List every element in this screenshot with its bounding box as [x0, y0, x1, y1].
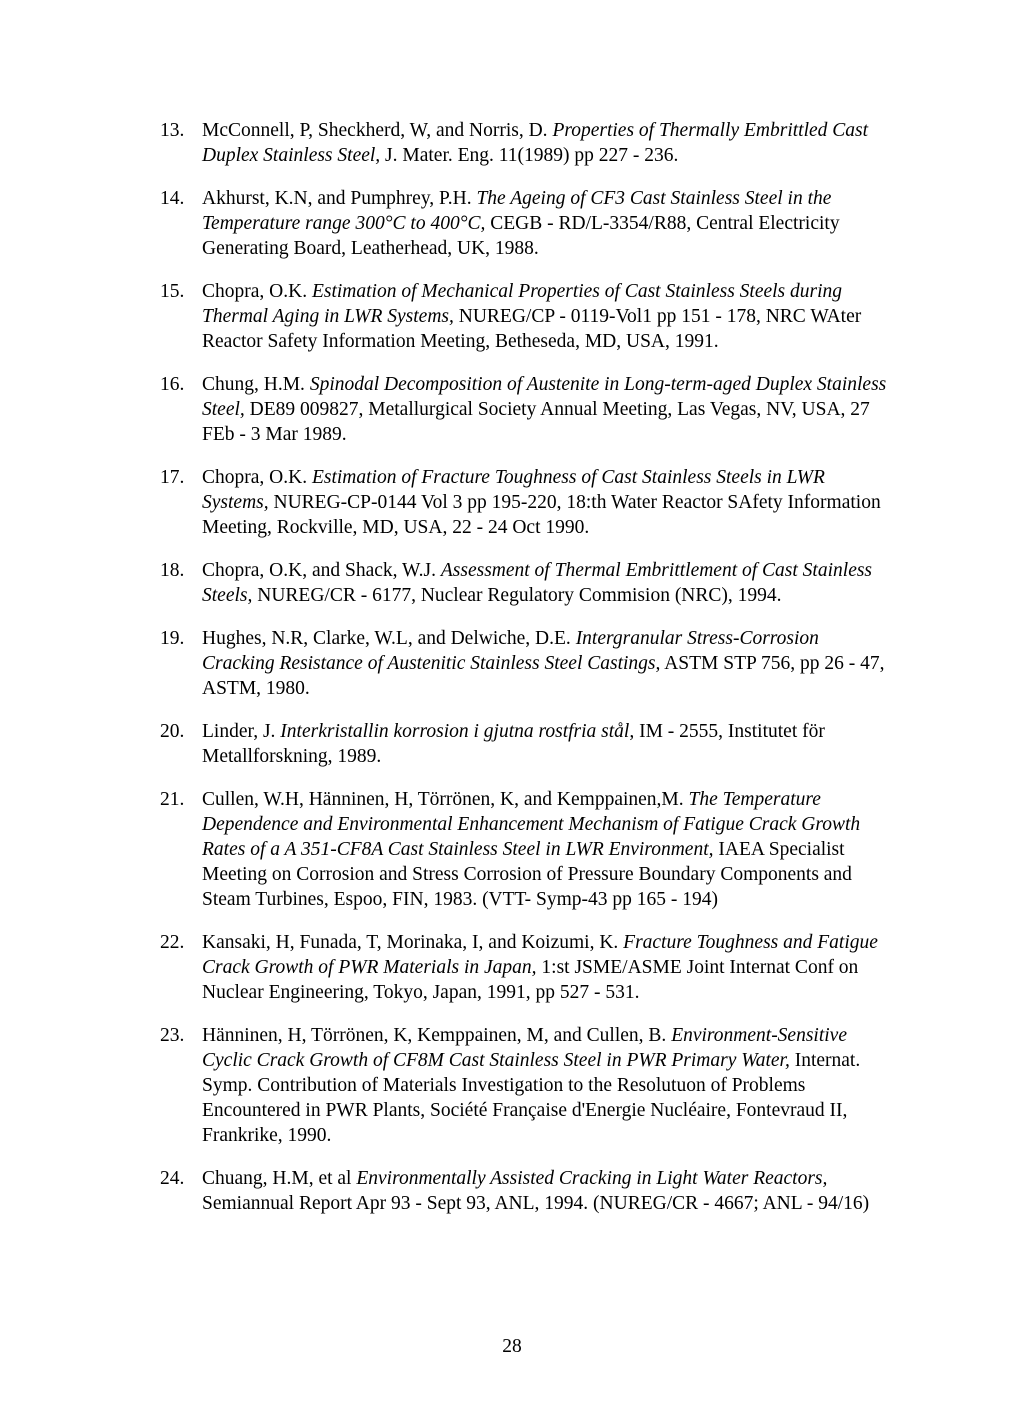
reference-authors: Linder, J. — [202, 721, 281, 742]
reference-details: 1:st JSME/ASME Joint Internat Conf on Nuclear Engineering, Tokyo, Japan, 1991, pp 527 - 531. — [202, 957, 859, 1003]
reference-details: IAEA Specialist Meeting on Corrosion and Stress Corrosion of Pressure Boundary Components and Steam Turbines, Espoo, FIN, 1983. (VTT- Symp-43 pp 165 - 194) — [202, 839, 852, 910]
reference-authors: Chopra, O.K. — [202, 281, 312, 302]
reference-item-21 — [160, 787, 890, 912]
reference-number: 21. — [160, 789, 185, 810]
reference-number: 18. — [160, 560, 185, 581]
reference-details: Semiannual Report Apr 93 - Sept 93, ANL, 1994. (NUREG/CR - 4667; ANL - 94/16) — [202, 1193, 870, 1214]
reference-number: 20. — [160, 721, 185, 742]
reference-item-16 — [160, 372, 890, 447]
reference-details: Internat. Symp. Contribution of Materials Investigation to the Resolutuon of Problems Encountered in PWR Plants, Société Française d'Energie Nucléaire, Fontevraud II, Frankrike, 1990. — [202, 1050, 861, 1146]
reference-title: Assessment of Thermal Embrittlement of Cast Stainless Steels, — [202, 560, 873, 606]
reference-authors: Akhurst, K.N, and Pumphrey, P.H. — [202, 188, 477, 209]
reference-details: NUREG/CP - 0119-Vol1 pp 151 - 178, NRC WAter Reactor Safety Information Meeting, Betheseda, MD, USA, 1991. — [202, 306, 862, 352]
reference-title: Fracture Toughness and Fatigue Crack Growth of PWR Materials in Japan, — [202, 932, 878, 978]
reference-details: NUREG-CP-0144 Vol 3 pp 195-220, 18:th Water Reactor SAfety Information Meeting, Rockville, MD, USA, 22 - 24 Oct 1990. — [202, 492, 881, 538]
reference-authors: Chopra, O.K, and Shack, W.J. — [202, 560, 441, 581]
reference-title: Intergranular Stress-Corrosion Cracking Resistance of Austenitic Stainless Steel Castings, — [202, 628, 819, 674]
reference-authors: Cullen, W.H, Hänninen, H, Törrönen, K, and Kemppainen,M. — [202, 789, 689, 810]
reference-title: Spinodal Decomposition of Austenite in Long-term-aged Duplex Stainless Steel, — [202, 374, 887, 420]
reference-item-24 — [160, 1166, 890, 1216]
page-number: 28 — [502, 1336, 522, 1357]
reference-title: The Ageing of CF3 Cast Stainless Steel in the Temperature range 300°C to 400°C, — [202, 188, 832, 234]
reference-number: 13. — [160, 120, 185, 141]
reference-authors: McConnell, P, Sheckherd, W, and Norris, D. — [202, 120, 553, 141]
reference-details: NUREG/CR - 6177, Nuclear Regulatory Commision (NRC), 1994. — [252, 585, 782, 606]
reference-item-23 — [160, 1023, 890, 1148]
reference-title: The Temperature Dependence and Environmental Enhancement Mechanism of Fatigue Crack Growth Rates of a A 351-CF8A Cast Stainless Steel in LWR Environment, — [202, 789, 861, 860]
reference-details: IM - 2555, Institutet för Metallforskning, 1989. — [202, 721, 825, 767]
reference-item-19 — [160, 626, 890, 701]
reference-authors: Chuang, H.M, et al — [202, 1168, 357, 1189]
reference-number: 23. — [160, 1025, 185, 1046]
reference-authors: Hänninen, H, Törrönen, K, Kemppainen, M, and Cullen, B. — [202, 1025, 672, 1046]
reference-title: Properties of Thermally Embrittled Cast Duplex Stainless Steel, — [202, 120, 869, 166]
reference-details: J. Mater. Eng. 11(1989) pp 227 - 236. — [380, 145, 679, 166]
reference-number: 17. — [160, 467, 185, 488]
reference-item-14 — [160, 186, 890, 261]
reference-number: 14. — [160, 188, 185, 209]
reference-title: Estimation of Mechanical Properties of Cast Stainless Steels during Thermal Aging in LWR Systems, — [202, 281, 843, 327]
reference-number: 22. — [160, 932, 185, 953]
reference-list — [160, 118, 890, 1234]
reference-title: Estimation of Fracture Toughness of Cast Stainless Steels in LWR Systems, — [202, 467, 825, 513]
reference-item-22 — [160, 930, 890, 1005]
reference-number: 19. — [160, 628, 185, 649]
reference-details: CEGB - RD/L-3354/R88, Central Electricity Generating Board, Leatherhead, UK, 1988. — [202, 213, 840, 259]
reference-details: ASTM STP 756, pp 26 - 47, ASTM, 1980. — [202, 653, 885, 699]
reference-number: 24. — [160, 1168, 185, 1189]
reference-authors: Chopra, O.K. — [202, 467, 312, 488]
reference-item-18 — [160, 558, 890, 608]
reference-details: DE89 009827, Metallurgical Society Annual Meeting, Las Vegas, NV, USA, 27 FEb - 3 Mar 1989. — [202, 399, 870, 445]
reference-number: 15. — [160, 281, 185, 302]
reference-item-20 — [160, 719, 890, 769]
reference-item-17 — [160, 465, 890, 540]
reference-authors: Chung, H.M. — [202, 374, 310, 395]
reference-title: Environmentally Assisted Cracking in Light Water Reactors, — [356, 1168, 828, 1189]
reference-item-15 — [160, 279, 890, 354]
reference-title: Interkristallin korrosion i gjutna rostfria stål, — [280, 721, 635, 742]
reference-authors: Kansaki, H, Funada, T, Morinaka, I, and Koizumi, K. — [202, 932, 624, 953]
reference-item-13 — [160, 118, 890, 168]
reference-authors: Hughes, N.R, Clarke, W.L, and Delwiche, D.E. — [202, 628, 576, 649]
reference-title: Environment-Sensitive Cyclic Crack Growth of CF8M Cast Stainless Steel in PWR Primary Water, — [202, 1025, 847, 1071]
reference-number: 16. — [160, 374, 185, 395]
